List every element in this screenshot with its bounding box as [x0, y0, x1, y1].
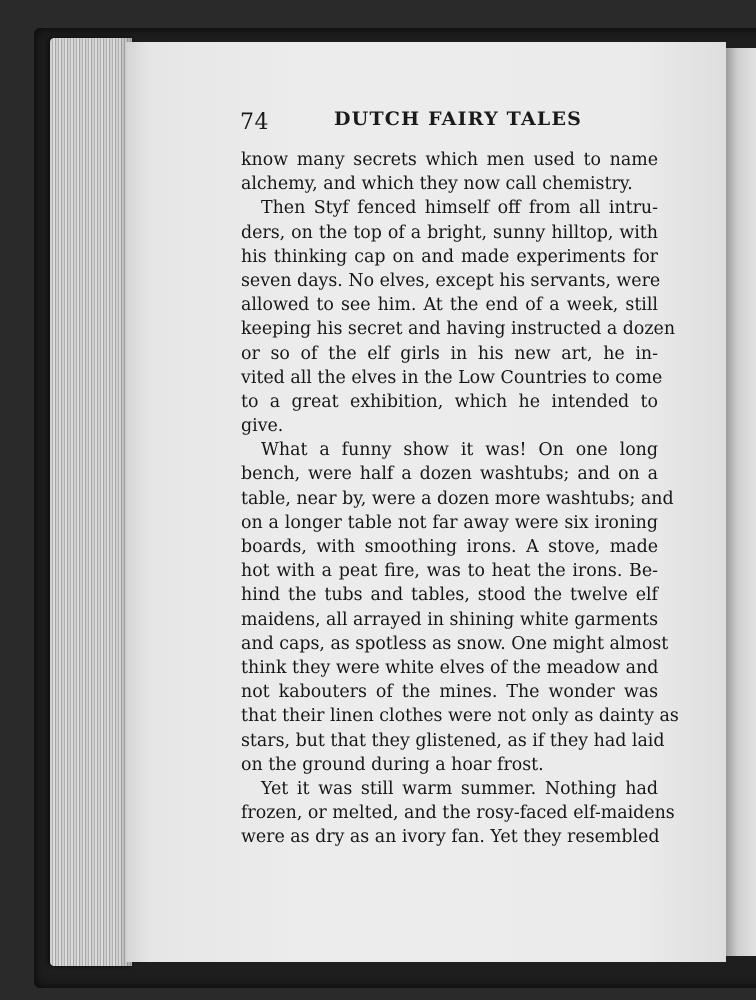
text-line: allowed to see him. At the end of a week, still: [241, 295, 658, 316]
text-line: maidens, all arrayed in shining white garments: [241, 609, 658, 630]
text-line: Then Styf fenced himself off from all intru-: [261, 198, 658, 219]
text-line: bench, were half a dozen washtubs; and on a: [241, 464, 658, 485]
text-line: not kabouters of the mines. The wonder was: [241, 682, 658, 703]
text-line: were as dry as an ivory fan. Yet they resembled: [241, 827, 660, 848]
text-line: that their linen clothes were not only as dainty as: [241, 706, 679, 727]
text-line: think they were white elves of the meadow and: [241, 657, 659, 678]
text-line: vited all the elves in the Low Countries to come: [241, 367, 663, 388]
text-line: table, near by, were a dozen more washtubs; and: [241, 488, 674, 509]
text-line: frozen, or melted, and the rosy-faced elf-maidens: [241, 803, 675, 824]
text-line: hot with a peat fire, was to heat the irons. Be-: [241, 561, 658, 582]
text-line: What a funny show it was! On one long: [261, 440, 658, 461]
text-line: Yet it was still warm summer. Nothing had: [261, 778, 658, 799]
text-line: on the ground during a hoar frost.: [241, 754, 544, 775]
text-line: and caps, as spotless as snow. One might almost: [241, 633, 669, 654]
text-line: stars, but that they glistened, as if they had laid: [241, 730, 665, 751]
page-edges: [50, 38, 132, 966]
text-line: hind the tubs and tables, stood the twelve elf: [241, 585, 658, 606]
text-line: ders, on the top of a bright, sunny hilltop, with: [241, 222, 658, 243]
text-line: or so of the elf girls in his new art, he in-: [241, 343, 658, 364]
page-header: [240, 108, 660, 142]
binding-edge: [726, 48, 756, 956]
text-line: his thinking cap on and made experiments for: [241, 246, 658, 267]
text-line: keeping his secret and having instructed a dozen: [241, 319, 676, 340]
text-line: alchemy, and which they now call chemistry.: [241, 174, 633, 195]
text-line: give.: [241, 416, 284, 437]
body-text: [241, 148, 679, 849]
page-number: 74: [240, 110, 269, 135]
text-line: to a great exhibition, which he intended to: [241, 391, 658, 412]
text-line: seven days. No elves, except his servants, were: [241, 270, 661, 291]
text-line: on a longer table not far away were six ironing: [241, 512, 658, 533]
text-line: boards, with smoothing irons. A stove, made: [241, 537, 658, 557]
running-title: DUTCH FAIRY TALES: [334, 108, 583, 130]
text-line: know many secrets which men used to name: [241, 150, 658, 170]
